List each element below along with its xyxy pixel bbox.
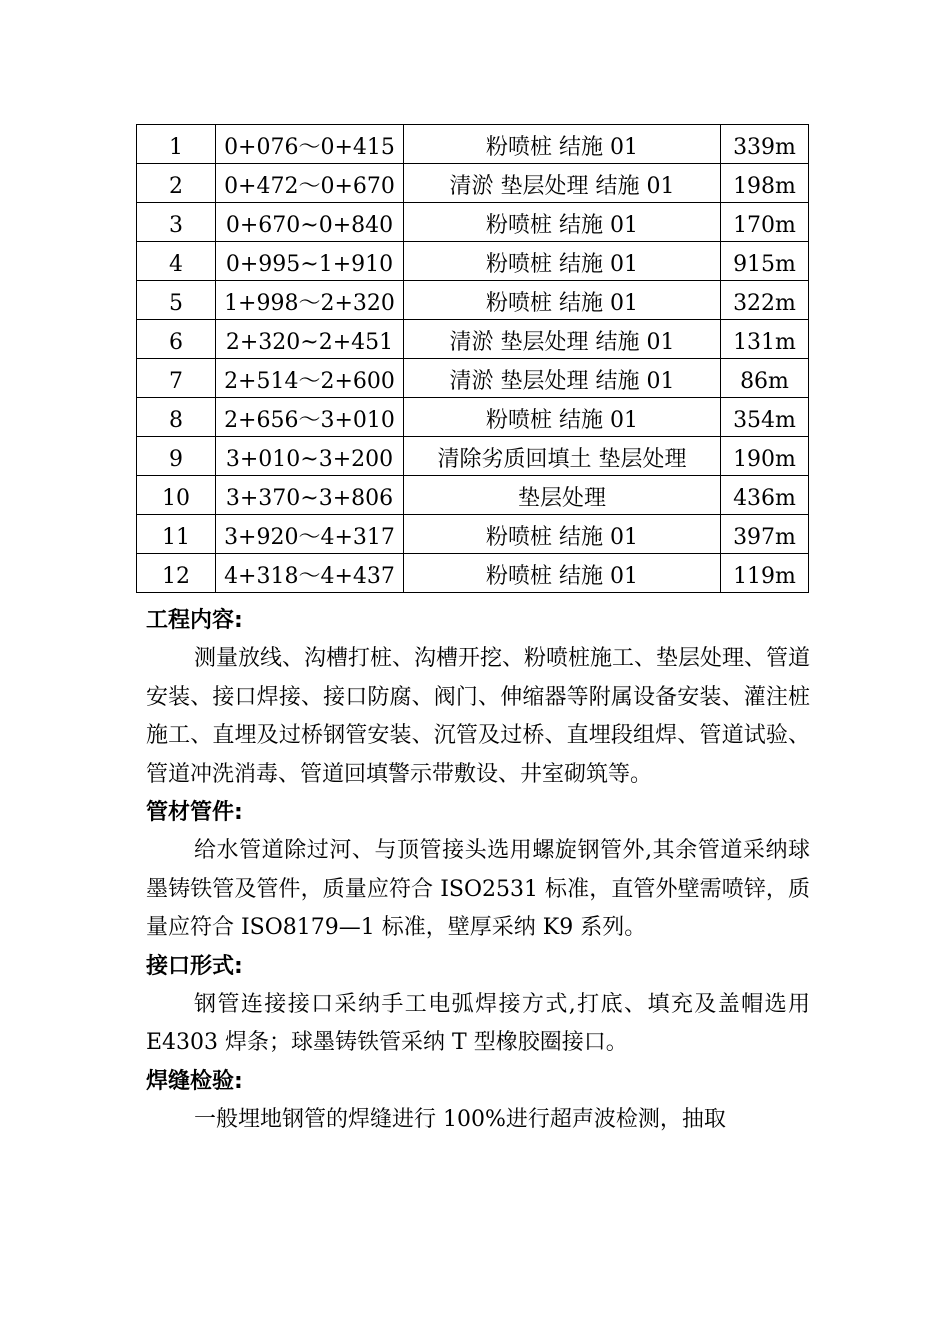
treatment-cell: 粉喷桩 结施 01: [404, 203, 721, 242]
treatment-cell: 清除劣质回填土 垫层处理: [404, 437, 721, 476]
length-cell: 915m: [721, 242, 809, 281]
section-heading-joint-type: 接口形式:: [146, 953, 243, 979]
row-number-cell: 2: [137, 164, 216, 203]
section-body-joint-type: 钢管连接接口采纳手工电弧焊接方式,打底、填充及盖帽选用 E4303 焊条；球墨铸铁管采纳 T 型橡胶圈接口。: [146, 991, 810, 1055]
row-number-cell: 9: [137, 437, 216, 476]
row-number-cell: 11: [137, 515, 216, 554]
treatment-cell: 清淤 垫层处理 结施 01: [404, 164, 721, 203]
row-number-cell: 6: [137, 320, 216, 359]
chainage-range-cell: 3+920～4+317: [216, 515, 404, 554]
document-body: [146, 602, 810, 1139]
chainage-range-cell: 0+472～0+670: [216, 164, 404, 203]
row-number-cell: 4: [137, 242, 216, 281]
table-row: [137, 398, 809, 437]
length-cell: 354m: [721, 398, 809, 437]
row-number-cell: 10: [137, 476, 216, 515]
treatment-cell: 垫层处理: [404, 476, 721, 515]
section-heading-materials: 管材管件:: [146, 800, 243, 825]
table-row: [137, 203, 809, 242]
table-row: [137, 164, 809, 203]
treatment-cell: 粉喷桩 结施 01: [404, 398, 721, 437]
chainage-range-cell: 3+010~3+200: [216, 437, 404, 476]
length-cell: 170m: [721, 203, 809, 242]
table-row: [137, 476, 809, 515]
row-number-cell: 12: [137, 554, 216, 593]
chainage-range-cell: 4+318～4+437: [216, 554, 404, 593]
row-number-cell: 1: [137, 125, 216, 164]
length-cell: 198m: [721, 164, 809, 203]
treatment-cell: 粉喷桩 结施 01: [404, 281, 721, 320]
length-cell: 436m: [721, 476, 809, 515]
chainage-range-cell: 0+670~0+840: [216, 203, 404, 242]
length-cell: 190m: [721, 437, 809, 476]
table-row: [137, 242, 809, 281]
table-row: [137, 125, 809, 164]
row-number-cell: 7: [137, 359, 216, 398]
section-heading-scope: 工程内容:: [146, 608, 243, 633]
table-row: [137, 515, 809, 554]
chainage-range-cell: 2+320~2+451: [216, 320, 404, 359]
chainage-range-cell: 0+995~1+910: [216, 242, 404, 281]
length-cell: 119m: [721, 554, 809, 593]
length-cell: 322m: [721, 281, 809, 320]
length-cell: 339m: [721, 125, 809, 164]
row-number-cell: 8: [137, 398, 216, 437]
table-row: [137, 281, 809, 320]
table-row: [137, 320, 809, 359]
length-cell: 131m: [721, 320, 809, 359]
table-row: [137, 437, 809, 476]
section-body-materials: 给水管道除过河、与顶管接头选用螺旋钢管外,其余管道采纳球墨铸铁管及管件，质量应符合 ISO2531 标准，直管外壁需喷锌，质量应符合 ISO8179—1 标准，壁厚采纳 K9 系列。: [146, 838, 810, 940]
treatment-cell: 清淤 垫层处理 结施 01: [404, 359, 721, 398]
treatment-cell: 清淤 垫层处理 结施 01: [404, 320, 721, 359]
treatment-cell: 粉喷桩 结施 01: [404, 125, 721, 164]
chainage-range-cell: 2+656～3+010: [216, 398, 404, 437]
section-body-weld-inspection: 一般埋地钢管的焊缝进行 100%进行超声波检测，抽取: [194, 1106, 726, 1132]
length-cell: 397m: [721, 515, 809, 554]
treatment-cell: 粉喷桩 结施 01: [404, 515, 721, 554]
row-number-cell: 3: [137, 203, 216, 242]
table-body: [137, 125, 809, 593]
length-cell: 86m: [721, 359, 809, 398]
chainage-range-cell: 0+076～0+415: [216, 125, 404, 164]
table-row: [137, 359, 809, 398]
row-number-cell: 5: [137, 281, 216, 320]
chainage-range-cell: 1+998～2+320: [216, 281, 404, 320]
treatment-cell: 粉喷桩 结施 01: [404, 242, 721, 281]
table-row: [137, 554, 809, 593]
pipeline-section-table: [136, 124, 809, 593]
chainage-range-cell: 2+514～2+600: [216, 359, 404, 398]
section-heading-weld-inspection: 焊缝检验:: [146, 1068, 243, 1094]
treatment-cell: 粉喷桩 结施 01: [404, 554, 721, 593]
section-body-scope: 测量放线、沟槽打桩、沟槽开挖、粉喷桩施工、垫层处理、管道安装、接口焊接、接口防腐、阀门、伸缩器等附属设备安装、灌注桩施工、直埋及过桥钢管安装、沉管及过桥、直埋段组焊、管道试验、管道冲洗消毒、管道回填警示带敷设、井室砌筑等。: [146, 646, 811, 787]
chainage-range-cell: 3+370~3+806: [216, 476, 404, 515]
